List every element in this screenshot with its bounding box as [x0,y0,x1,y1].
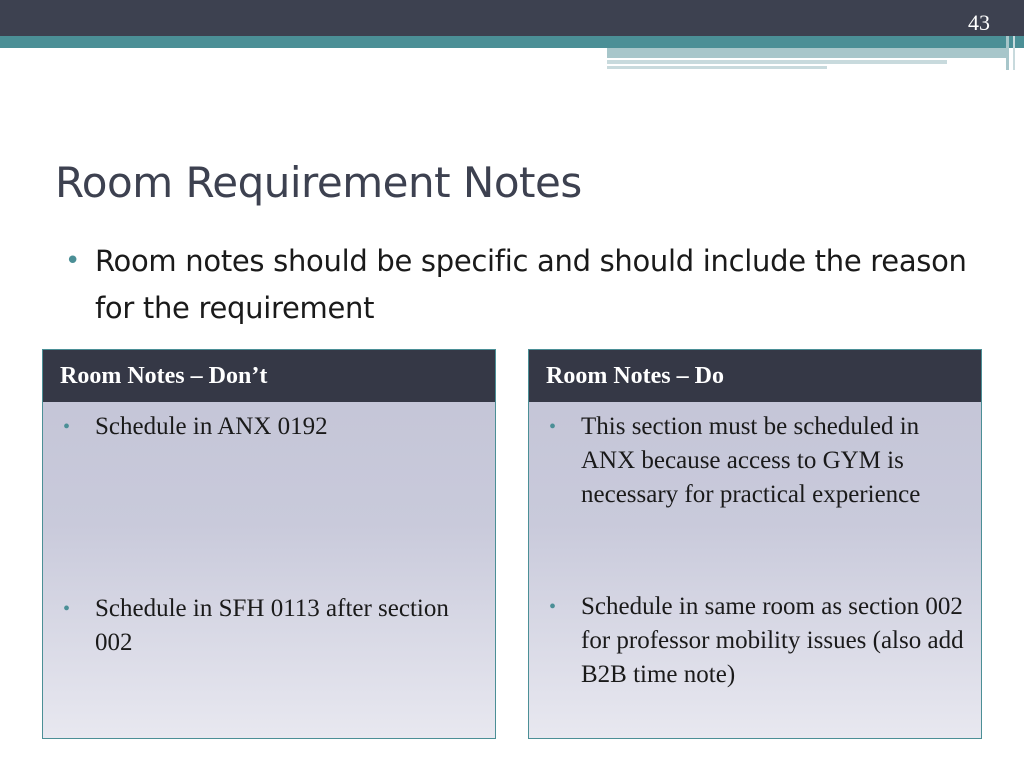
slide-number: 43 [968,10,990,35]
list-item-text: This section must be scheduled in ANX because access to GYM is necessary for practical experience [581,413,921,508]
intro-bullet-text: Room notes should be specific and should include the reason for the requirement [95,244,967,325]
slide-title: Room Requirement Notes [55,158,582,207]
accent-stripe [607,48,1007,58]
list-item [549,590,965,692]
accent-stripe [607,60,947,64]
accent-edge [1006,36,1009,70]
intro-bullet [65,238,985,332]
do-panel-header: Room Notes – Do [529,350,981,402]
accent-edge [1013,36,1015,70]
do-panel [528,349,982,739]
list-item [549,410,965,512]
bullet-icon: • [65,246,81,276]
bullet-icon: • [63,598,71,620]
accent-stripe [607,66,827,69]
list-item [63,410,479,444]
dont-panel-header: Room Notes – Don’t [43,350,495,402]
list-item-text: Schedule in ANX 0192 [95,413,328,440]
bullet-icon: • [63,416,71,438]
list-item-text: Schedule in SFH 0113 after section 002 [95,595,449,656]
list-item [63,592,479,660]
list-item-text: Schedule in same room as section 002 for professor mobility issues (also add B2B time note) [581,593,964,688]
bullet-icon: • [549,416,557,438]
dont-panel [42,349,496,739]
top-bar [0,0,1024,36]
teal-band [0,36,1024,48]
bullet-icon: • [549,596,557,618]
